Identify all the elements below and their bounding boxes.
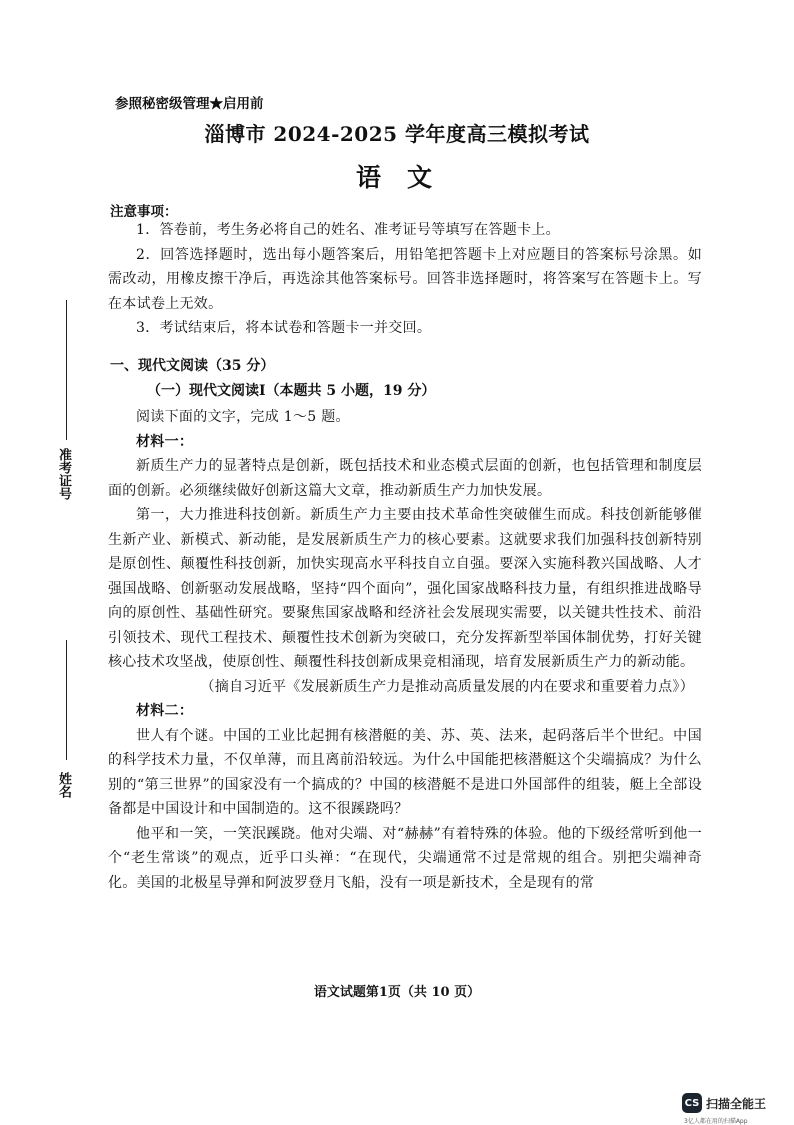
notice-heading: 注意事项： [110,204,178,220]
watermark-app-name: 扫描全能王 [706,1096,767,1111]
exam-id-line [66,300,67,440]
notice-item-3: 3．考试结束后，将本试卷和答题卡一并交回。 [136,320,432,336]
scanner-watermark [682,1093,766,1113]
subsection-heading: （一）现代文阅读Ⅰ（本题共 5 小题，19 分） [147,383,436,399]
subject-title: 语文 [355,163,458,192]
material-2-paragraph-2: 他平和一笑，一笑泯蹊跷。他对尖端、对“赫赫”有着特殊的体验。他的下级经常听到他一个“老生常谈”的观点，近乎口头禅：“在现代，尖端通常不过是常规的组合。别把尖端神奇化。美国的北极星导弹和阿波罗登月飞船，没有一项是新技术，全是现有的常 [108,825,702,891]
name-line [66,640,67,760]
confidentiality-notice: 参照秘密级管理★启用前 [115,96,264,112]
material-2-paragraph-1: 世人有个谜。中国的工业比起拥有核潜艇的美、苏、英、法来，起码落后半个世纪。中国的科学技术力量，不仅单薄，而且离前沿较远。为什么中国能把核潜艇这个尖端搞成？为什么别的“第三世界”的国家没有一个搞成的？中国的核潜艇不是进口外国部件的组装，艇上全部设备都是中国设计和中国制造的。这不很蹊跷吗？ [108,727,702,817]
section-heading: 一、现代文阅读（35 分） [110,358,275,374]
exam-title: 淄博市 2024-2025 学年度高三模拟考试 [204,122,590,146]
instruction: 阅读下面的文字，完成 1～5 题。 [136,409,350,425]
material-1-source: （摘自习近平《发展新质生产力是推动高质量发展的内在要求和重要着力点》） [200,678,694,695]
camscanner-logo-icon: CS [682,1093,702,1113]
notice-item-2: 2．回答选择题时，选出每小题答案后，用铅笔把答题卡上对应题目的答案标号涂黑。如需改动，用橡皮擦干净后，再选涂其他答案标号。回答非选择题时，将答案写在答题卡上。写在本试卷上无效。 [108,246,702,312]
name-label: 姓名 [56,772,71,798]
material-2-label: 材料二： [136,703,194,719]
reading-passage [108,405,702,895]
material-1-label: 材料一： [136,433,194,450]
notice-list [108,218,702,341]
exam-id-label: 准考证号 [56,448,71,500]
material-1-paragraph-2: 第一，大力推进科技创新。新质生产力主要由技术革命性突破催生而成。科技创新能够催生新产业、新模式、新动能，是发展新质生产力的核心要素。这就要求我们加强科技创新特别是原创性、颠覆性科技创新，加快实现高水平科技自立自强。要深入实施科教兴国战略、人才强国战略、创新驱动发展战略，坚持“四个面向”，强化国家战略科技力量，有组织推进战略导向的原创性、基础性研究。要聚焦国家战略和经济社会发展现实需要，以关键共性技术、前沿引领技术、现代工程技术、颠覆性技术创新为突破口，充分发挥新型举国体制优势，打好关键核心技术攻坚战，使原创性、颠覆性科技创新成果竞相涌现，培育发展新质生产力的新动能。 [108,507,702,670]
page-number: 语文试题第1页（共 10 页） [313,985,481,1000]
watermark-tagline: 3亿人都在用的扫描App [684,1118,748,1125]
notice-item-1: 1．答卷前，考生务必将自己的姓名、准考证号等填写在答题卡上。 [136,222,560,238]
material-1-paragraph-1: 新质生产力的显著特点是创新，既包括技术和业态模式层面的创新，也包括管理和制度层面的创新。必须继续做好创新这篇大文章，推动新质生产力加快发展。 [108,458,702,499]
